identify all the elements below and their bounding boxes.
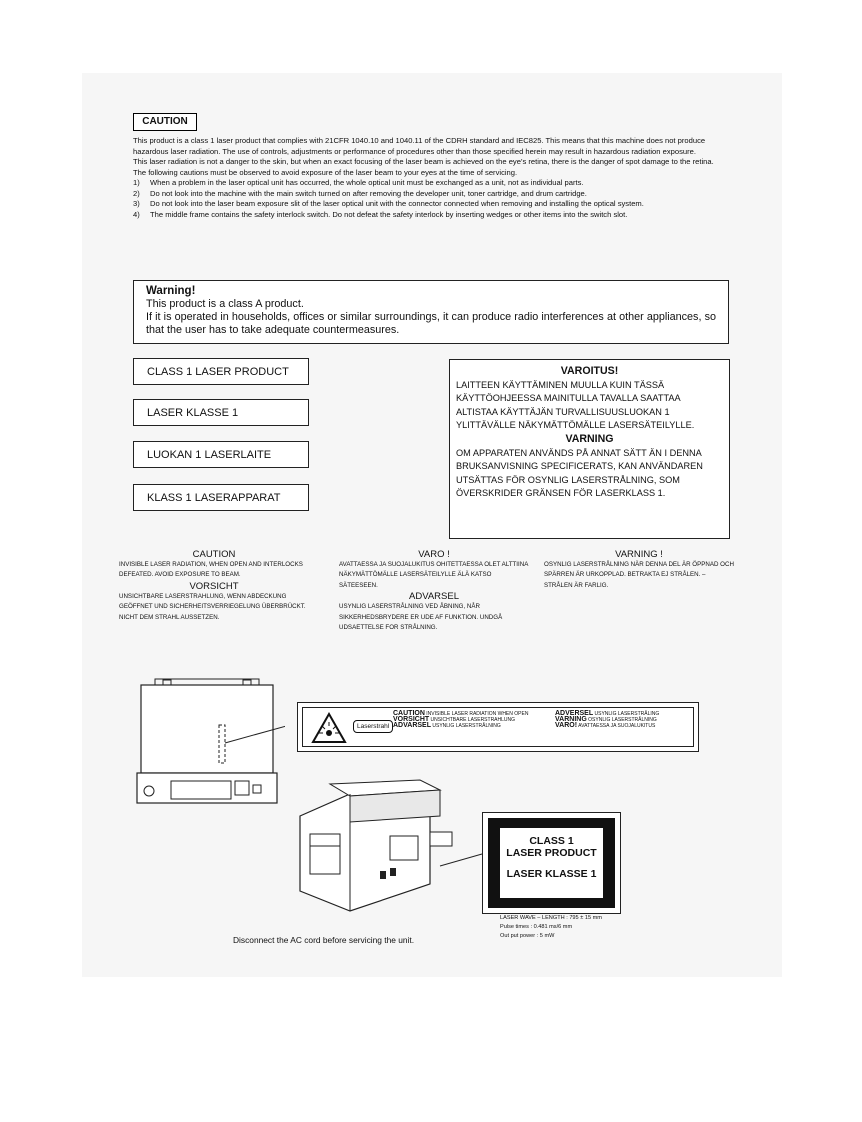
varo-text: AVATTAESSA JA SUOJALUKITUS OHITETTAESSA OLET ALTTIINA NÄKYMÄTTÖMÄLLE LASERSÄTEILYLLE ÄLÄ KATSO SÄTEESEEN. bbox=[339, 561, 528, 589]
copier-top-view-illustration bbox=[135, 675, 285, 807]
laser-specs bbox=[500, 914, 602, 942]
label-strip-right-text: ADVERSEL USYNLIG LASERSTRÅLING VARNING OSYNLIG LASERSTRÅLNING VARO! AVATTAESSA JA SUOJALUKITUS bbox=[555, 710, 660, 729]
sticker-line-1: CLASS 1 bbox=[529, 835, 574, 847]
intro-text bbox=[133, 136, 733, 220]
warning-title: Warning! bbox=[146, 285, 196, 297]
class1-sticker-text bbox=[500, 828, 603, 898]
warning-line-1: This product is a class A product. bbox=[146, 298, 304, 310]
caution-col-text: INVISIBLE LASER RADIATION, WHEN OPEN AND INTERLOCKS DEFEATED. AVOID EXPOSURE TO BEAM. bbox=[119, 561, 303, 579]
laser-class-box: CLASS 1 LASER PRODUCT bbox=[133, 358, 309, 385]
laser-class-box: LUOKAN 1 LASERLAITE bbox=[133, 441, 309, 468]
caution-list-item: 1) When a problem in the laser optical unit has occurred, the whole optical unit must be exchanged as a unit, not as individual parts. bbox=[133, 178, 584, 187]
class1-sticker bbox=[482, 812, 621, 914]
intro-paragraph-1: This product is a class 1 laser product that complies with 21CFR 1040.10 and 1040.11 of the CDRH standard and IEC825. This means that this machine does not produce hazardous laser radiation. The use of controls, adjustments or performance of procedures other than those specified herein may result in hazardous radiation exposure. bbox=[133, 136, 706, 156]
laser-warning-label-inner bbox=[302, 707, 694, 747]
caution-list-item: 4) The middle frame contains the safety interlock switch. Do not defeat the safety interlock by inserting wedges or other items into the switch slot. bbox=[133, 209, 628, 219]
copier-side-view-illustration bbox=[290, 776, 490, 921]
sticker-line-3: LASER KLASSE 1 bbox=[506, 868, 597, 880]
varo-heading: VARO ! bbox=[418, 549, 450, 560]
caution-col-heading: CAUTION bbox=[192, 549, 236, 560]
advarsel-text: USYNLIG LASERSTRÅLNING VED ÅBNING, NÅR SIKKERHEDSBRYDERE ER UDE AF FUNKTION. UNDGÅ UDSAETTELSE FOR STRÅLNING. bbox=[339, 603, 503, 632]
varning-column bbox=[544, 549, 734, 591]
warning-line-2: If it is operated in households, offices or similar surroundings, it can produce radio interferences at other appliances, so that the user has to take adequate countermeasures. bbox=[146, 311, 716, 336]
varning-text: OM APPARATEN ANVÄNDS PÅ ANNAT SÄTT ÄN I DENNA BRUKSANVISNING SPECIFICERATS, KAN ANVÄNDAREN UTSÄTTAS FÖR OSYNLIG LASERSTRÅLNING, SOM ÖVERSKRIDER GRÄNSEN FÖR LASERKLASS 1. bbox=[456, 447, 703, 499]
varoitus-title: VAROITUS! bbox=[560, 365, 619, 377]
laser-class-box: LASER KLASSE 1 bbox=[133, 399, 309, 426]
laserstrahl-tag: Laserstrahl bbox=[353, 720, 393, 733]
varoitus-text: LAITTEEN KÄYTTÄMINEN MUULLA KUIN TÄSSÄ KÄYTTÖOHJEESSA MAINITULLA TAVALLA SAATTAA ALTISTAA KÄYTTÄJÄN TURVALLISUUSLUOKAN 1 YLITTÄVÄLLE NÄKYMÄTTÖMÄLLE LASERSÄTEILYLLE. bbox=[456, 379, 695, 431]
footer-note: Disconnect the AC cord before servicing the unit. bbox=[233, 935, 415, 945]
spec-wave: LASER WAVE – LENGTH : 795 ± 15 mm bbox=[500, 915, 602, 921]
varo-column bbox=[339, 549, 529, 633]
caution-column bbox=[119, 549, 309, 623]
sticker-line-2: LASER PRODUCT bbox=[506, 846, 597, 859]
spec-pulse: Pulse times : 0.481 ms/6 mm bbox=[500, 924, 573, 931]
caution-heading: CAUTION bbox=[133, 113, 197, 131]
laser-warning-label bbox=[297, 702, 699, 752]
laser-class-box: KLASS 1 LASERAPPARAT bbox=[133, 484, 309, 511]
intro-paragraph-3: The following cautions must be observed to avoid exposure of the laser beam to your eyes at the time of servicing. bbox=[133, 167, 518, 177]
varning-col-heading: VARNING ! bbox=[615, 549, 663, 560]
varning-col-text: OSYNLIG LASERSTRÅLNING NÄR DENNA DEL ÄR ÖPPNAD OCH SPÄRREN ÄR URKOPPLAD. BETRAKTA EJ STRÅLEN. – STRÅLEN ÄR FARLIG. bbox=[544, 561, 734, 589]
advarsel-heading: ADVARSEL bbox=[409, 591, 459, 603]
label-strip-left-text: CAUTION INVISIBLE LASER RADIATION WHEN OPEN VORSICHT UNSICHTBARE LASERSTRAHLUNG ADVARSEL USYNLIG LASERSTRÅLNING bbox=[393, 710, 529, 729]
caution-list-item: 3) Do not look into the laser beam exposure slit of the laser optical unit with the connector connected when removing and installing the optical system. bbox=[133, 199, 644, 208]
warning-box bbox=[133, 280, 729, 344]
varning-title: VARNING bbox=[565, 432, 614, 445]
vorsicht-heading: VORSICHT bbox=[189, 580, 239, 592]
caution-list-item: 2) Do not look into the machine with the main switch turned on after removing the developer unit, toner cartridge, and drum cartridge. bbox=[133, 188, 587, 198]
spec-power: Out put power : 5 mW bbox=[500, 933, 555, 940]
laser-hazard-icon bbox=[311, 712, 347, 744]
vorsicht-text: UNSICHTBARE LASERSTRAHLUNG, WENN ABDECKUNG GEÖFFNET UND SICHERHEITSVERRIEGELUNG ÜBERBRÜCKT. NICHT DEM STRAHL AUSSETZEN. bbox=[119, 592, 306, 621]
varoitus-box bbox=[449, 359, 730, 539]
intro-paragraph-2: This laser radiation is not a danger to the skin, but when an exact focusing of the laser beam is achieved on the eye’s retina, there is the danger of spot damage to the retina. bbox=[133, 157, 714, 166]
